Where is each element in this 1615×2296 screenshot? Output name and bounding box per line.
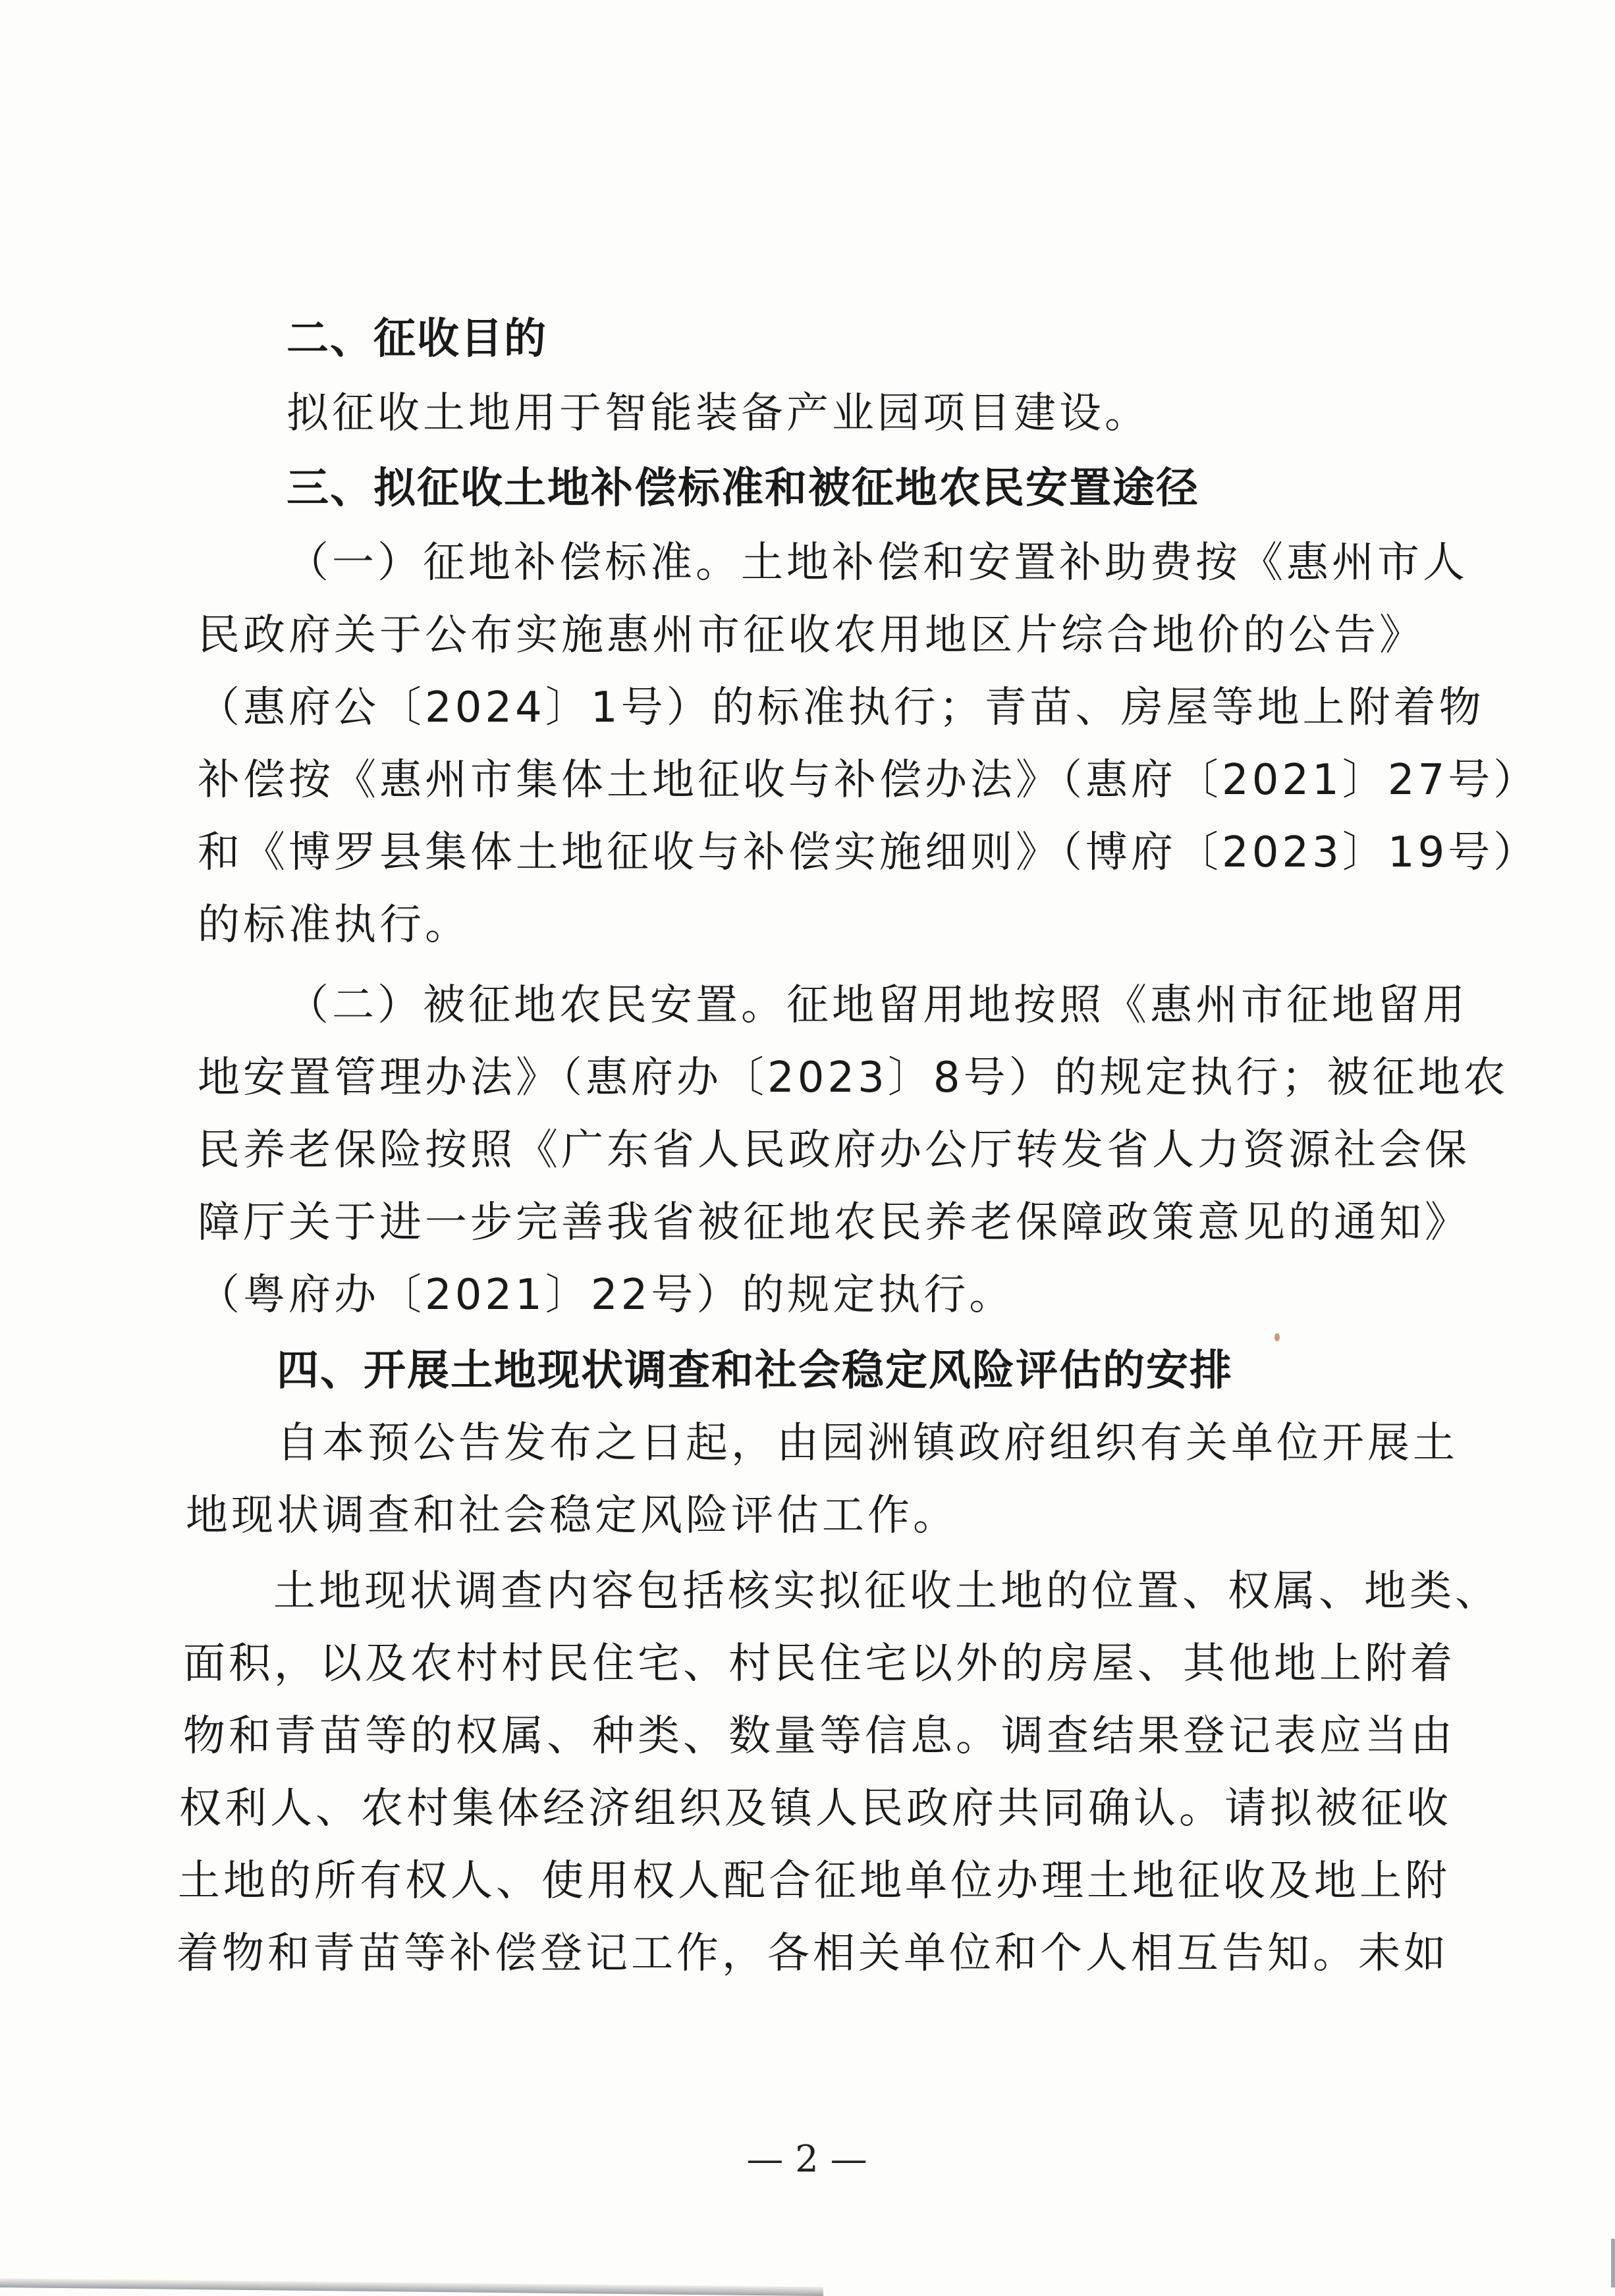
paragraph-line: 权利人、农村集体经济组织及镇人民政府共同确认。请拟被征收 xyxy=(179,1784,1452,1833)
paragraph-line: 物和青苗等的权属、种类、数量等信息。调查结果登记表应当由 xyxy=(183,1712,1456,1761)
scan-speck xyxy=(1274,1333,1280,1341)
paragraph-line: （惠府公〔2024〕1号）的标准执行；青苗、房屋等地上附着物 xyxy=(198,683,1485,732)
paragraph-line: 拟征收土地用于智能装备产业园项目建设。 xyxy=(287,389,1150,438)
paragraph-line: 自本预公告发布之日起，由园洲镇政府组织有关单位开展土 xyxy=(277,1419,1458,1468)
section-heading-purpose: 二、征收目的 xyxy=(287,315,547,363)
paragraph-line: （一）征地补偿标准。土地补偿和安置补助费按《惠州市人 xyxy=(287,539,1468,587)
paragraph-line: 地安置管理办法》（惠府办〔2023〕8号）的规定执行；被征地农 xyxy=(198,1054,1509,1102)
paragraph-line: 民政府关于公布实施惠州市征收农用地区片综合地价的公告》 xyxy=(198,611,1425,660)
paragraph-line: 地现状调查和社会稳定风险评估工作。 xyxy=(186,1491,958,1540)
paragraph-line: 面积，以及农村村民住宅、村民住宅以外的房屋、其他地上附着 xyxy=(183,1640,1456,1688)
paragraph-line: 和《博罗县集体土地征收与补偿实施细则》（博府〔2023〕19号） xyxy=(198,828,1539,877)
paragraph-line: （二）被征地农民安置。征地留用地按照《惠州市征地留用 xyxy=(287,981,1468,1030)
section-heading-compensation: 三、拟征收土地补偿标准和被征地农民安置途径 xyxy=(287,464,1199,513)
page-number: — 2 — xyxy=(746,2138,867,2181)
paragraph-line: 障厅关于进一步完善我省被征地农民养老保障政策意见的通知》 xyxy=(198,1198,1470,1247)
paragraph-line: 民养老保险按照《广东省人民政府办公厅转发省人力资源社会保 xyxy=(198,1126,1470,1175)
scan-edge xyxy=(1611,2239,1615,2287)
paragraph-line: 的标准执行。 xyxy=(198,901,470,949)
paragraph-line: 土地的所有权人、使用权人配合征地单位办理土地征收及地上附 xyxy=(178,1857,1450,1906)
paragraph-line: （粤府办〔2021〕22号）的规定执行。 xyxy=(198,1271,1015,1320)
paragraph-line: 着物和青苗等补偿登记工作，各相关单位和个人相互告知。未如 xyxy=(177,1929,1449,1978)
paragraph-line: 补偿按《惠州市集体土地征收与补偿办法》（惠府〔2021〕27号） xyxy=(198,756,1539,805)
section-heading-survey: 四、开展土地现状调查和社会稳定风险评估的安排 xyxy=(277,1347,1233,1395)
paragraph-line: 土地现状调查内容包括核实拟征收土地的位置、权属、地类、 xyxy=(273,1567,1500,1616)
